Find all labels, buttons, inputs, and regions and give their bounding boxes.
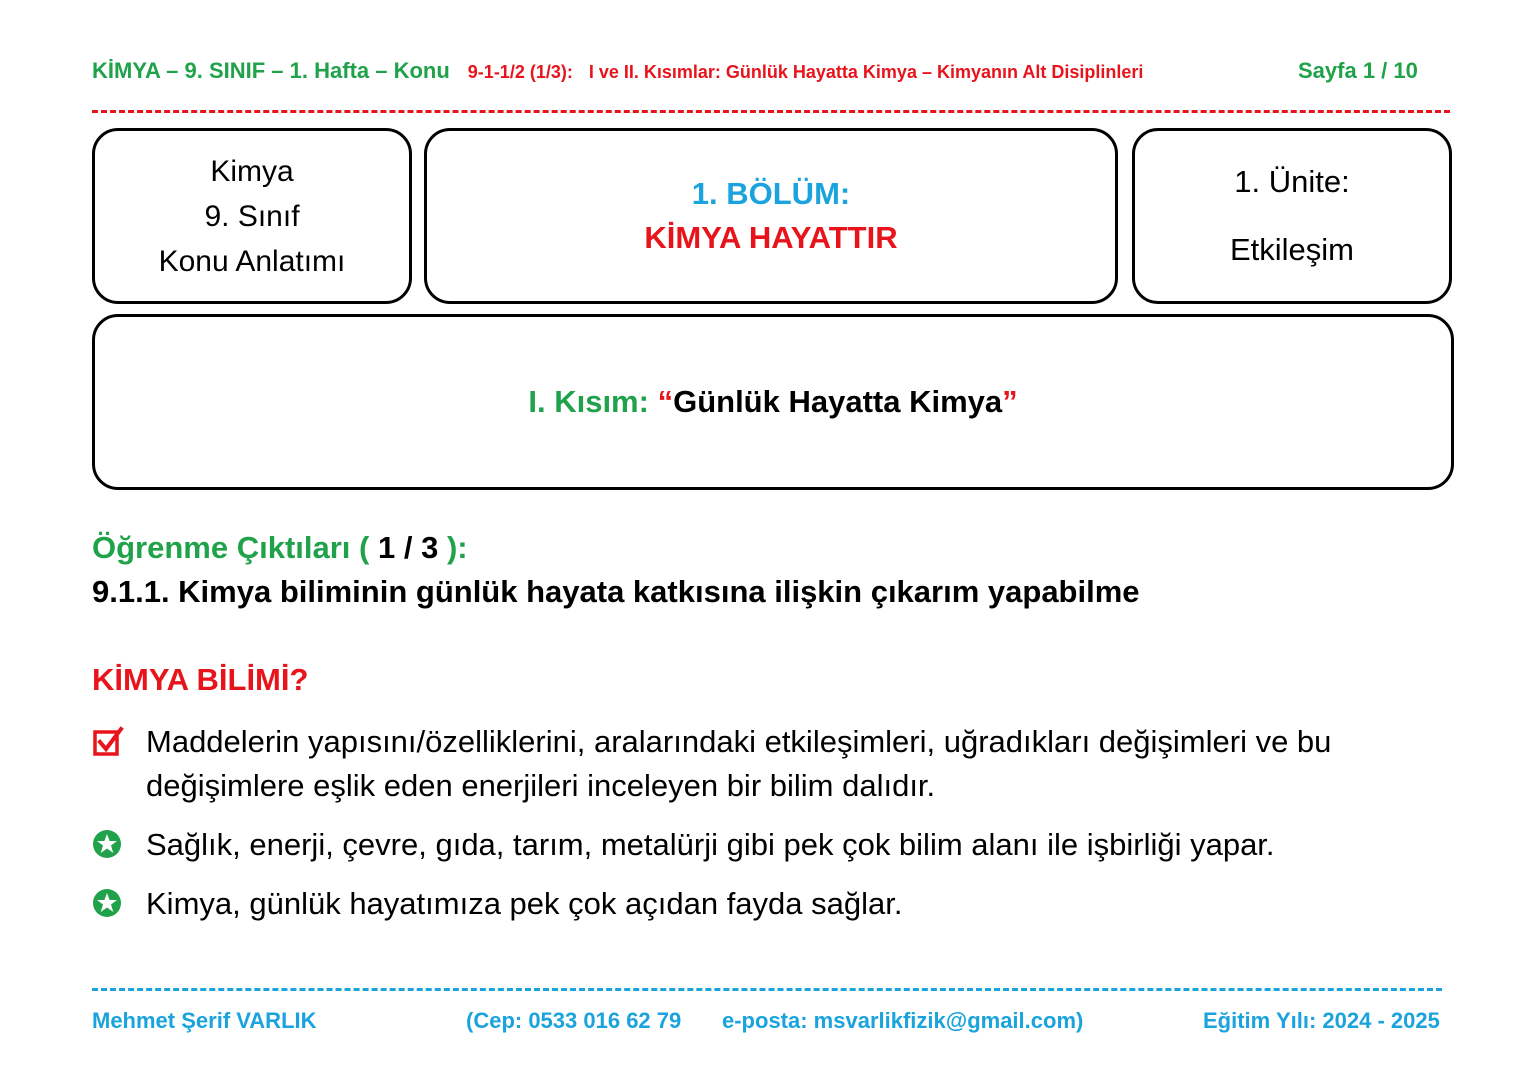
checkbox-icon bbox=[92, 720, 146, 808]
page-header bbox=[92, 58, 1143, 84]
course-info-box bbox=[92, 128, 412, 304]
list-item-text: Sağlık, enerji, çevre, gıda, tarım, metalürji gibi pek çok bilim alanı ile işbirliği yapar. bbox=[146, 827, 1275, 862]
chapter-number: 1. BÖLÜM: bbox=[691, 176, 851, 211]
footer-year: Eğitim Yılı: 2024 - 2025 bbox=[1203, 1008, 1440, 1033]
outcomes-label: Öğrenme Çıktıları ( bbox=[92, 530, 370, 565]
part-title: Günlük Hayatta Kimya bbox=[673, 384, 1003, 419]
section-title: KİMYA BİLİMİ? bbox=[92, 662, 309, 697]
list-item bbox=[92, 823, 1452, 867]
star-circle-icon bbox=[92, 823, 146, 867]
header-topic: I ve II. Kısımlar: Günlük Hayatta Kimya – Kimyanın Alt Disiplinleri bbox=[588, 62, 1144, 82]
outcomes-label-end: ): bbox=[446, 530, 468, 565]
part-close-quote: ” bbox=[1002, 384, 1018, 419]
part-open-quote: “ bbox=[657, 384, 674, 419]
part-label: I. Kısım: bbox=[528, 384, 649, 419]
footer-phone: (Cep: 0533 016 62 79 bbox=[466, 1008, 682, 1033]
outcome-text: 9.1.1. Kimya biliminin günlük hayata katkısına ilişkin çıkarım yapabilme bbox=[92, 574, 1140, 609]
header-page-number: Sayfa 1 / 10 bbox=[1298, 58, 1418, 83]
header-code: 9-1-1/2 (1/3): bbox=[467, 62, 573, 82]
course-type: Konu Anlatımı bbox=[158, 244, 346, 278]
list-item-text: Maddelerin yapısını/özelliklerini, aralarındaki etkileşimleri, uğradıkları değişimleri ve bu değişimlere eşlik eden enerjileri inceleyen bir bilim dalıdır. bbox=[146, 724, 1332, 803]
course-subject: Kimya bbox=[210, 154, 294, 188]
list-item bbox=[92, 882, 1452, 926]
list-item bbox=[92, 720, 1452, 808]
list-item-text: Kimya, günlük hayatımıza pek çok açıdan fayda sağlar. bbox=[146, 886, 903, 921]
unit-number: 1. Ünite: bbox=[1234, 164, 1350, 199]
unit-name: Etkileşim bbox=[1229, 232, 1354, 267]
chapter-box bbox=[424, 128, 1118, 304]
footer-divider bbox=[92, 988, 1442, 991]
footer-author: Mehmet Şerif VARLIK bbox=[92, 1008, 317, 1033]
part-box bbox=[92, 314, 1454, 490]
course-grade: 9. Sınıf bbox=[204, 199, 300, 233]
header-subject: KİMYA – 9. SINIF – 1. Hafta – Konu bbox=[92, 58, 450, 83]
unit-box bbox=[1132, 128, 1452, 304]
footer-email: e-posta: msvarlikfizik@gmail.com) bbox=[722, 1008, 1084, 1033]
star-circle-icon bbox=[92, 882, 146, 926]
chapter-title: KİMYA HAYATTIR bbox=[644, 220, 898, 255]
outcomes-count: 1 / 3 bbox=[377, 530, 439, 565]
outcomes-title bbox=[92, 530, 468, 566]
header-divider bbox=[92, 110, 1450, 113]
part-heading bbox=[528, 384, 1017, 420]
